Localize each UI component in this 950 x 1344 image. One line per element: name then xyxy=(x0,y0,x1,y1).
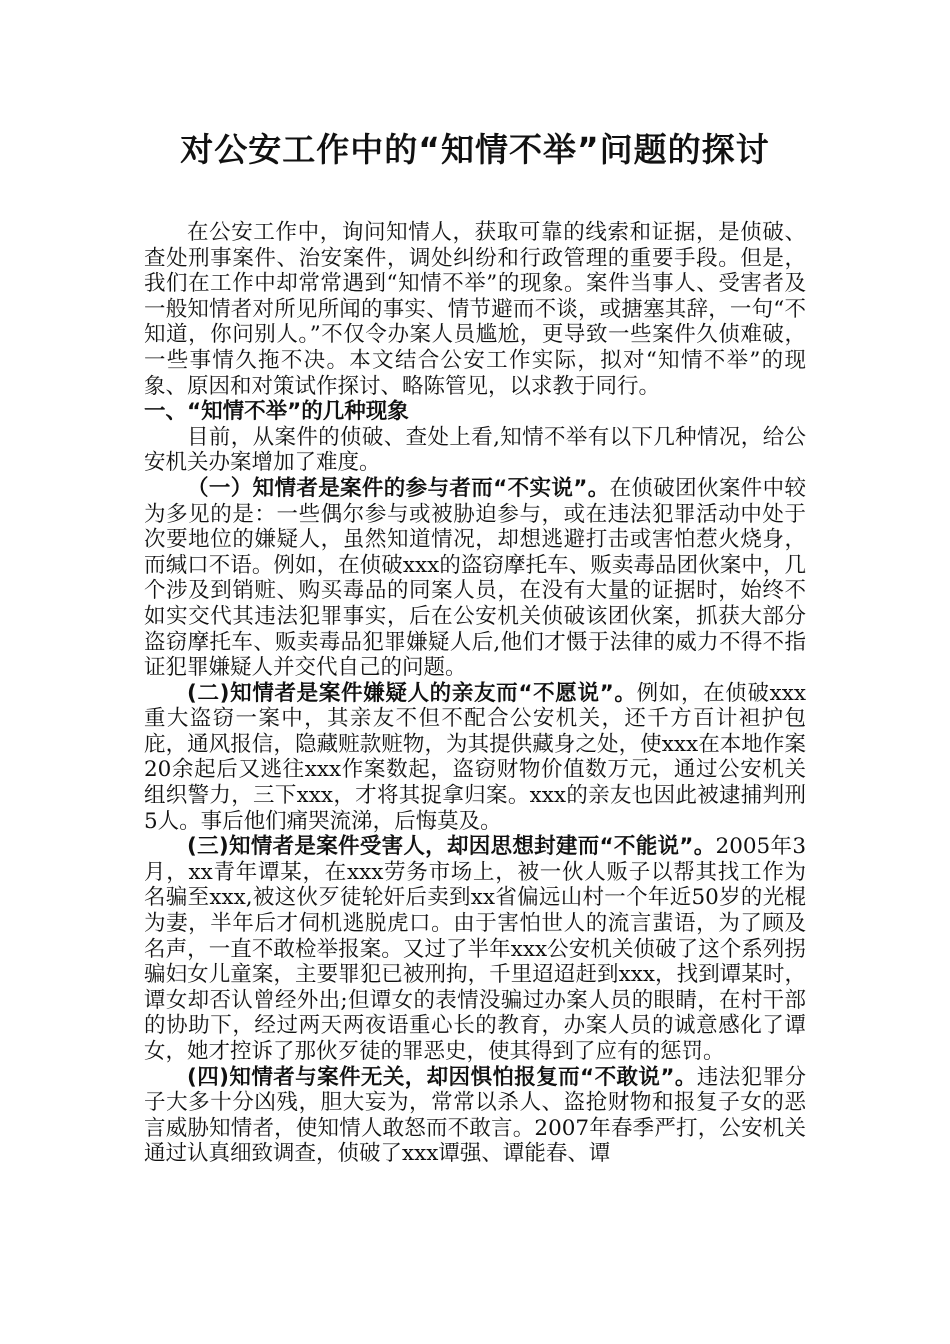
document-title: 对公安工作中的“知情不举”问题的探讨 xyxy=(180,130,770,169)
item-text-4: 违法犯罪分子大多十分凶残，胆大妄为，常常以杀人、盗抢财物和报复子女的恶言威胁知情者，使知情人敢怒而不敢言。2007年春季严打，公安机关通过认真细致调查，侦破了xxx谭强、谭能春、谭 xyxy=(144,1064,806,1167)
document-body xyxy=(144,220,806,1167)
item-lead-3: (三)知情者是案件受害人，却因思想封建而“不能说”。 xyxy=(187,834,716,860)
section-heading: 一、“知情不举”的几种现象 xyxy=(144,399,409,425)
section-intro-paragraph: 目前，从案件的侦破、查处上看,知情不举有以下几种情况，给公安机关办案增加了难度。 xyxy=(144,424,806,476)
item-text-2: 例如，在侦破xxx重大盗窃一案中，其亲友不但不配合公安机关，还千方百计袒护包庇，通风报信，隐藏赃款赃物，为其提供藏身之处，使xxx在本地作案20余起后又逃往xxx作案数起，盗窃财物价值数万元，通过公安机关组织警力，三下xxx，才将其捉拿归案。xxx的亲友也因此被逮捕判刑5人。事后他们痛哭流涕，后悔莫及。 xyxy=(144,680,806,834)
item-paragraph-1 xyxy=(144,476,806,681)
item-text-1: 在侦破团伙案件中较为多见的是：一些偶尔参与或被胁迫参与，或在违法犯罪活动中处于次要地位的嫌疑人，虽然知道情况，却想逃避打击或害怕惹火烧身，而缄口不语。例如，在侦破xxx的盗窃摩托车、贩卖毒品团伙案中，几个涉及到销赃、购买毒品的同案人员，在没有大量的证据时，始终不如实交代其违法犯罪事实，后在公安机关侦破该团伙案，抓获大部分盗窃摩托车、贩卖毒品犯罪嫌疑人后,他们才慑于法律的威力不得不指证犯罪嫌疑人并交代自己的问题。 xyxy=(144,475,806,681)
item-text-3: 2005年3月，xx青年谭某，在xxx劳务市场上，被一伙人贩子以帮其找工作为名骗至xxx,被这伙歹徒轮奸后卖到xx省偏远山村一个年近50岁的光棍为妻，半年后才伺机逃脱虎口。由于害怕世人的流言蜚语，为了顾及名声，一直不敢检举报案。又过了半年xxx公安机关侦破了这个系列拐骗妇女儿童案，主要罪犯已被刑拘，千里迢迢赶到xxx，找到谭某时，谭女却否认曾经外出;但谭女的表情没骗过办案人员的眼睛，在村干部的协助下，经过两天两夜语重心长的教育，办案人员的诚意感化了谭女，她才控诉了那伙歹徒的罪恶史，使其得到了应有的惩罚。 xyxy=(144,834,806,1064)
item-paragraph-2 xyxy=(144,681,806,835)
item-lead-4: (四)知情者与案件无关，却因惧怕报复而“不敢说”。 xyxy=(187,1064,697,1090)
item-paragraph-4 xyxy=(144,1065,806,1167)
intro-paragraph: 在公安工作中，询问知情人，获取可靠的线索和证据，是侦破、查处刑事案件、治安案件，调处纠纷和行政管理的重要手段。但是，我们在工作中却常常遇到“知情不举”的现象。案件当事人、受害者及一般知情者对所见所闻的事实、情节避而不谈，或搪塞其辞，一句“不知道，你问别人。”不仅令办案人员尴尬，更导致一些案件久侦难破，一些事情久拖不决。本文结合公安工作实际，拟对“知情不举”的现象、原因和对策试作探讨、略陈管见，以求教于同行。 xyxy=(144,220,806,399)
item-paragraph-3 xyxy=(144,834,806,1064)
item-lead-2: (二)知情者是案件嫌疑人的亲友而“不愿说”。 xyxy=(187,680,637,706)
item-lead-1: （一）知情者是案件的参与者而“不实说”。 xyxy=(187,475,610,501)
